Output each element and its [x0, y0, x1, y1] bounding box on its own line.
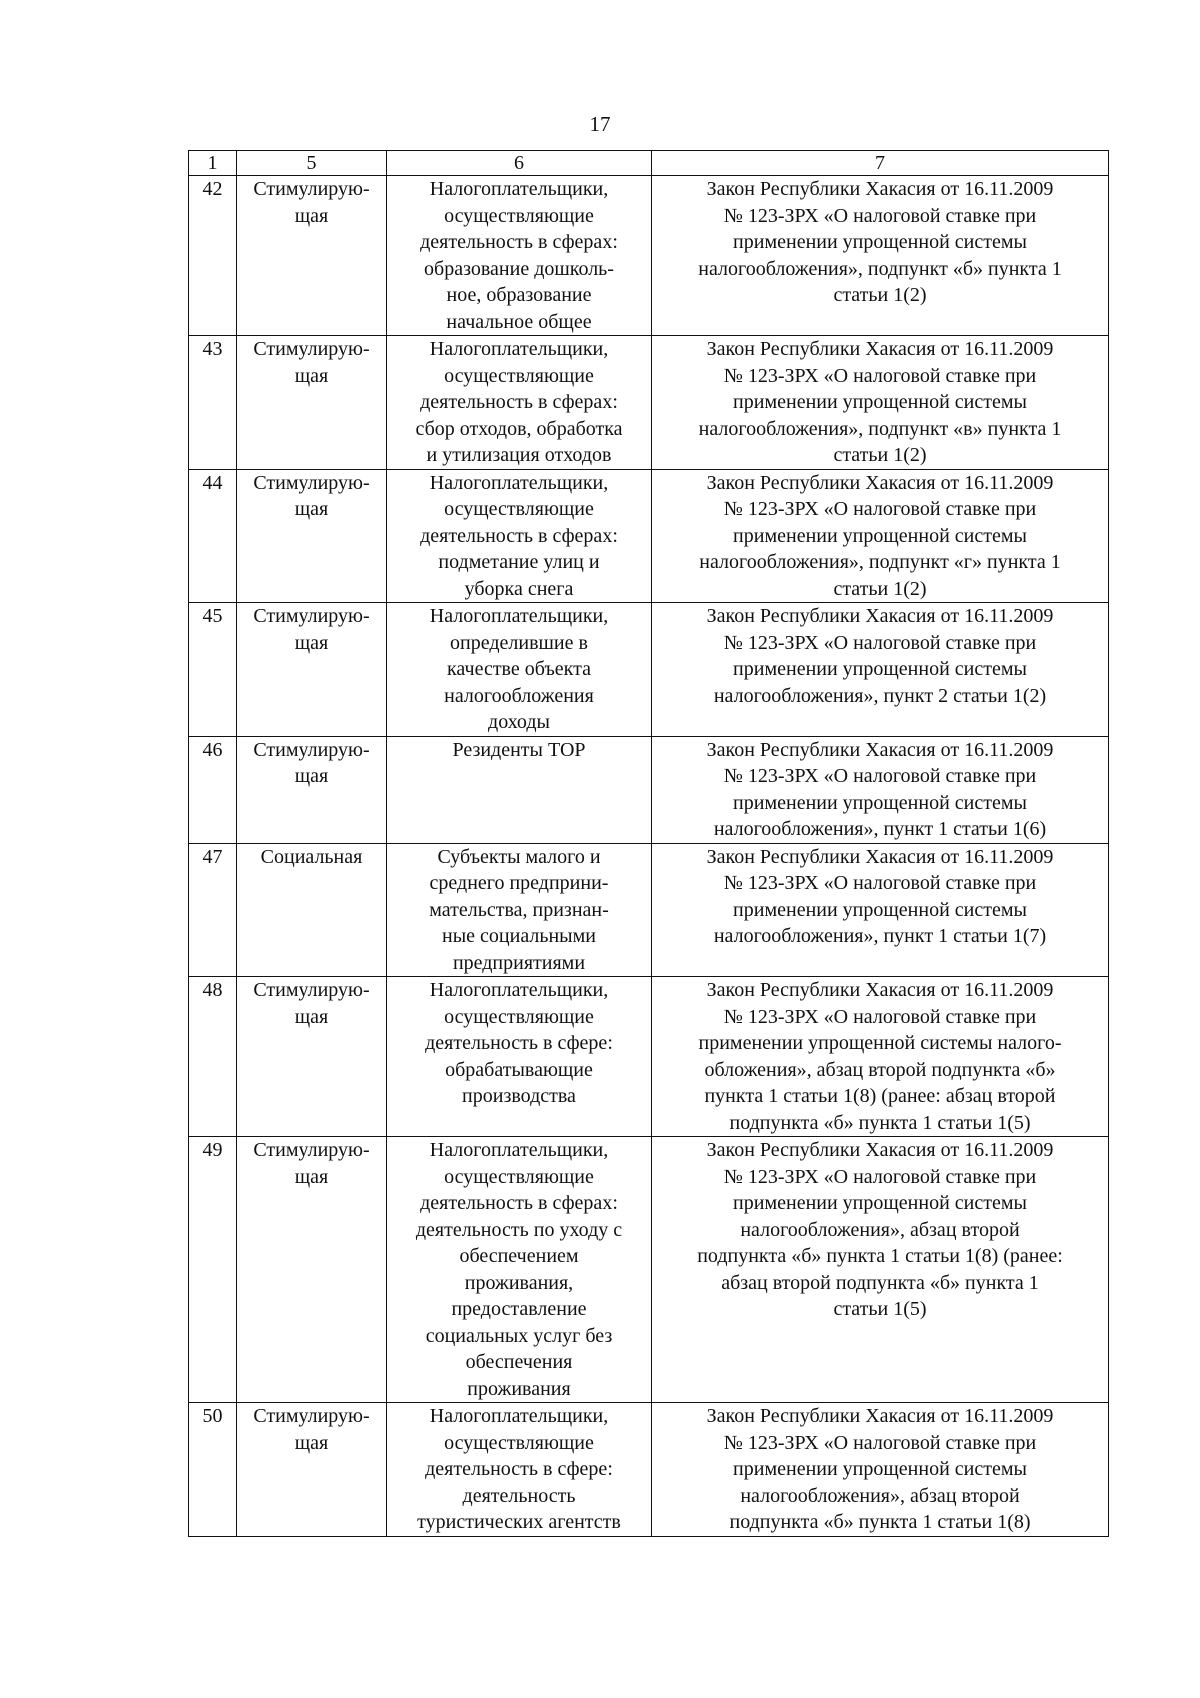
table-row	[189, 603, 1109, 737]
benefit-type-cell: Стимулирую- щая	[237, 336, 387, 470]
benefit-type-cell: Стимулирую- щая	[237, 736, 387, 843]
table-row	[189, 977, 1109, 1137]
table-row	[189, 469, 1109, 603]
legal-basis-cell: Закон Республики Хакасия от 16.11.2009 № 123-ЗРХ «О налоговой ставке при применении упрощенной системы налогообложения», подпункт «в» пункта 1 статьи 1(2)	[652, 336, 1109, 470]
benefit-subject-cell: Налогоплательщики, осуществляющие деятельность в сферах: сбор отходов, обработка и утилизация отходов	[387, 336, 652, 470]
header-cell: 1	[189, 151, 237, 176]
row-number-cell: 48	[189, 977, 237, 1137]
benefit-subject-cell: Налогоплательщики, осуществляющие деятельность в сферах: деятельность по уходу с обеспечением проживания, предоставление социальных услуг без обеспечения проживания	[387, 1137, 652, 1403]
page-number: 17	[589, 112, 611, 136]
legal-basis-cell: Закон Республики Хакасия от 16.11.2009 № 123-ЗРХ «О налоговой ставке при применении упрощенной системы налогообложения», пункт 2 статьи 1(2)	[652, 603, 1109, 737]
benefit-subject-cell: Налогоплательщики, осуществляющие деятельность в сфере: деятельность туристических агентств	[387, 1403, 652, 1537]
benefit-type-cell: Социальная	[237, 843, 387, 977]
table-header-row	[189, 151, 1109, 176]
benefit-subject-cell: Резиденты ТОР	[387, 736, 652, 843]
table-row	[189, 176, 1109, 336]
table-row	[189, 736, 1109, 843]
header-cell: 5	[237, 151, 387, 176]
benefit-type-cell: Стимулирую- щая	[237, 1403, 387, 1537]
legal-basis-cell: Закон Республики Хакасия от 16.11.2009 № 123-ЗРХ «О налоговой ставке при применении упрощенной системы налогообложения», подпункт «г» пункта 1 статьи 1(2)	[652, 469, 1109, 603]
benefit-subject-cell: Субъекты малого и среднего предприни- мательства, признан- ные социальными предприятиями	[387, 843, 652, 977]
row-number-cell: 44	[189, 469, 237, 603]
tax-benefits-table	[188, 150, 1109, 1537]
benefit-type-cell: Стимулирую- щая	[237, 176, 387, 336]
table-row	[189, 843, 1109, 977]
row-number-cell: 46	[189, 736, 237, 843]
benefit-subject-cell: Налогоплательщики, осуществляющие деятельность в сферах: подметание улиц и уборка снега	[387, 469, 652, 603]
benefit-subject-cell: Налогоплательщики, определившие в качестве объекта налогообложения доходы	[387, 603, 652, 737]
legal-basis-cell: Закон Республики Хакасия от 16.11.2009 № 123-ЗРХ «О налоговой ставке при применении упрощенной системы налого- обложения», абзац второй подпункта «б» пункта 1 статьи 1(8) (ранее: абзац второй подпункта «б» пункта 1 статьи 1(5)	[652, 977, 1109, 1137]
legal-basis-cell: Закон Республики Хакасия от 16.11.2009 № 123-ЗРХ «О налоговой ставке при применении упрощенной системы налогообложения», пункт 1 статьи 1(6)	[652, 736, 1109, 843]
row-number-cell: 42	[189, 176, 237, 336]
row-number-cell: 47	[189, 843, 237, 977]
table-row	[189, 1403, 1109, 1537]
header-cell: 7	[652, 151, 1109, 176]
table-row	[189, 336, 1109, 470]
row-number-cell: 43	[189, 336, 237, 470]
legal-basis-cell: Закон Республики Хакасия от 16.11.2009 № 123-ЗРХ «О налоговой ставке при применении упрощенной системы налогообложения», пункт 1 статьи 1(7)	[652, 843, 1109, 977]
benefit-subject-cell: Налогоплательщики, осуществляющие деятельность в сферах: образование дошколь- ное, образование начальное общее	[387, 176, 652, 336]
row-number-cell: 49	[189, 1137, 237, 1403]
benefit-type-cell: Стимулирую- щая	[237, 603, 387, 737]
legal-basis-cell: Закон Республики Хакасия от 16.11.2009 № 123-ЗРХ «О налоговой ставке при применении упрощенной системы налогообложения», подпункт «б» пункта 1 статьи 1(2)	[652, 176, 1109, 336]
benefit-type-cell: Стимулирую- щая	[237, 469, 387, 603]
benefit-type-cell: Стимулирую- щая	[237, 977, 387, 1137]
legal-basis-cell: Закон Республики Хакасия от 16.11.2009 № 123-ЗРХ «О налоговой ставке при применении упрощенной системы налогообложения», абзац второй подпункта «б» пункта 1 статьи 1(8) (ранее: абзац второй подпункта «б» пункта 1 статьи 1(5)	[652, 1137, 1109, 1403]
benefit-subject-cell: Налогоплательщики, осуществляющие деятельность в сфере: обрабатывающие производства	[387, 977, 652, 1137]
legal-basis-cell: Закон Республики Хакасия от 16.11.2009 № 123-ЗРХ «О налоговой ставке при применении упрощенной системы налогообложения», абзац второй подпункта «б» пункта 1 статьи 1(8)	[652, 1403, 1109, 1537]
row-number-cell: 45	[189, 603, 237, 737]
benefit-type-cell: Стимулирую- щая	[237, 1137, 387, 1403]
header-cell: 6	[387, 151, 652, 176]
row-number-cell: 50	[189, 1403, 237, 1537]
table-row	[189, 1137, 1109, 1403]
